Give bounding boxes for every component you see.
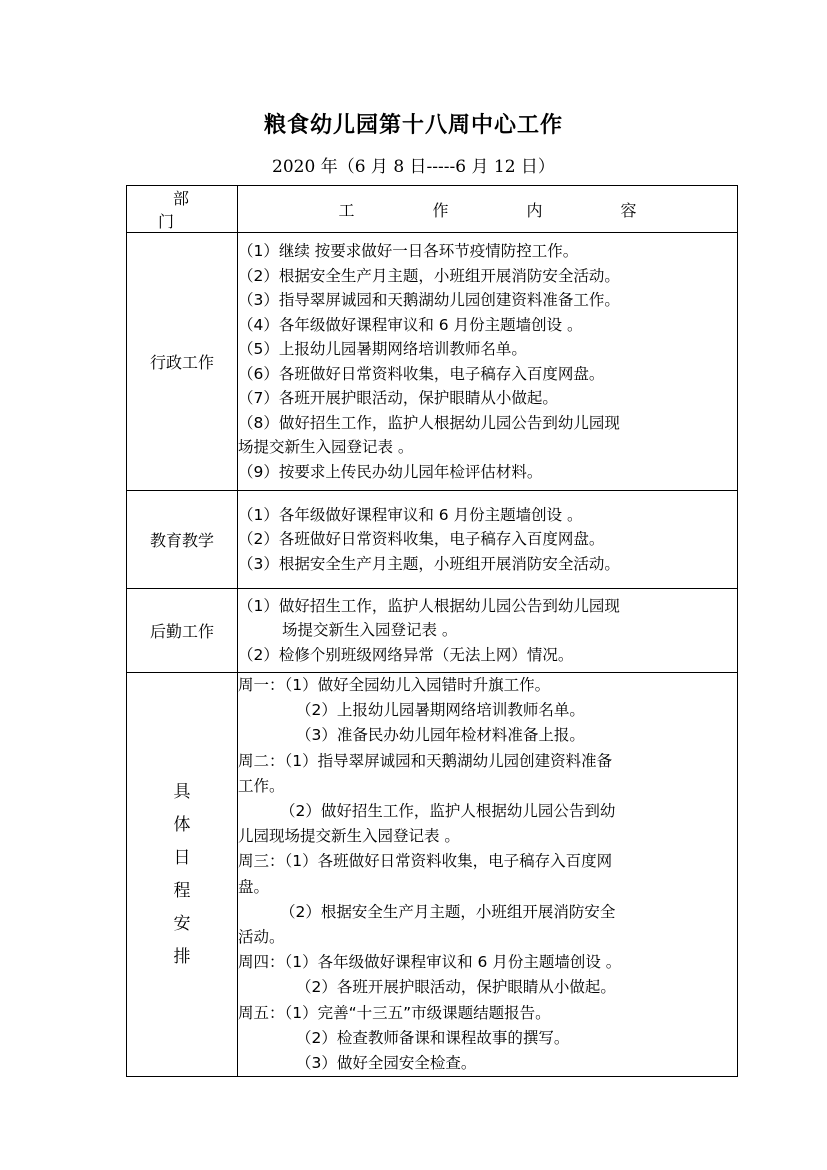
schedule-line: 周一：（1）做好全园幼儿入园错时升旗工作。 bbox=[238, 676, 551, 694]
content-schedule bbox=[238, 673, 738, 1077]
content-logistics bbox=[238, 589, 738, 673]
schedule-line: 盘。 bbox=[238, 877, 270, 896]
schedule-line: 周四：（1）各年级做好课程审议和 6 月份主题墙创设 。 bbox=[238, 953, 622, 972]
list-item-continuation: 场提交新生入园登记表 。 bbox=[238, 438, 414, 456]
schedule-line: 儿园现场提交新生入园登记表 。 bbox=[238, 827, 460, 846]
table-header-row bbox=[127, 186, 738, 233]
schedule-line: （3）准备民办幼儿园年检材料准备上报。 bbox=[296, 726, 585, 745]
dept-char: 日 bbox=[173, 847, 191, 868]
list-item: （4）各年级做好课程审议和 6 月份主题墙创设 。 bbox=[238, 315, 583, 334]
header-dept bbox=[127, 186, 238, 233]
schedule-line: 活动。 bbox=[238, 928, 285, 947]
list-item: （5）上报幼儿园暑期网络培训教师名单。 bbox=[238, 340, 527, 358]
list-item: （3）根据安全生产月主题，小班组开展消防安全活动。 bbox=[238, 554, 620, 573]
schedule-line: 周三：（1）各班做好日常资料收集，电子稿存入百度网 bbox=[238, 852, 613, 871]
schedule-line: （2）检查教师备课和课程故事的撰写。 bbox=[296, 1028, 570, 1047]
list-item: （8）做好招生工作，监护人根据幼儿园公告到幼儿园现 bbox=[238, 413, 620, 432]
header-content-label: 工作内容 bbox=[338, 200, 715, 220]
list-item: （1）做好招生工作，监护人根据幼儿园公告到幼儿园现 bbox=[238, 596, 620, 615]
schedule-line: 工作。 bbox=[238, 776, 285, 795]
list-item: （7）各班开展护眼活动，保护眼睛从小做起。 bbox=[238, 389, 558, 407]
content-teaching bbox=[238, 491, 738, 589]
header-dept-label: 部门 bbox=[157, 189, 221, 231]
date-range: 2020 年（6 月 8 日-----6 月 12 日） bbox=[272, 157, 555, 177]
table-row-teaching bbox=[127, 491, 738, 589]
page-title: 粮食幼儿园第十八周中心工作 bbox=[263, 113, 563, 138]
schedule-line: 周二：（1）指导翠屏诚园和天鹅湖幼儿园创建资料准备 bbox=[238, 751, 613, 770]
list-item: （1）继续 按要求做好一日各环节疫情防控工作。 bbox=[238, 242, 579, 260]
dept-admin: 行政工作 bbox=[127, 233, 238, 491]
schedule-line: （2）上报幼儿园暑期网络培训教师名单。 bbox=[296, 701, 585, 720]
header-content bbox=[238, 186, 738, 233]
dept-char: 具 bbox=[173, 781, 191, 802]
dept-char: 安 bbox=[173, 913, 191, 934]
list-item: （2）各班做好日常资料收集，电子稿存入百度网盘。 bbox=[238, 530, 605, 549]
list-item: （2）检修个别班级网络异常（无法上网）情况。 bbox=[238, 645, 574, 664]
list-item: （6）各班做好日常资料收集，电子稿存入百度网盘。 bbox=[238, 364, 605, 383]
table-row-schedule bbox=[127, 673, 738, 1077]
list-item: （3）指导翠屏诚园和天鹅湖幼儿园创建资料准备工作。 bbox=[238, 291, 620, 309]
dept-char: 程 bbox=[173, 880, 191, 901]
list-item: （2）根据安全生产月主题，小班组开展消防安全活动。 bbox=[238, 266, 620, 285]
list-item: （9）按要求上传民办幼儿园年检评估材料。 bbox=[238, 462, 543, 481]
dept-schedule bbox=[127, 673, 238, 1077]
schedule-line: （2）做好招生工作，监护人根据幼儿园公告到幼 bbox=[280, 802, 616, 821]
table-row-logistics bbox=[127, 589, 738, 673]
list-item: （1）各年级做好课程审议和 6 月份主题墙创设 。 bbox=[238, 505, 583, 524]
schedule-line: 周五：（1）完善“十三五”市级课题结题报告。 bbox=[238, 1003, 551, 1022]
work-table bbox=[126, 185, 738, 1077]
dept-teaching: 教育教学 bbox=[127, 491, 238, 589]
list-item-continuation: 场提交新生入园登记表 。 bbox=[282, 621, 458, 640]
dept-char: 体 bbox=[173, 814, 191, 835]
schedule-line: （2）各班开展护眼活动，保护眼睛从小做起。 bbox=[296, 978, 616, 997]
table-row-admin bbox=[127, 233, 738, 491]
schedule-line: （2）根据安全生产月主题，小班组开展消防安全 bbox=[280, 902, 616, 921]
dept-logistics: 后勤工作 bbox=[127, 589, 238, 673]
content-admin bbox=[238, 233, 738, 491]
schedule-line: （3）做好全园安全检查。 bbox=[296, 1054, 477, 1073]
dept-char: 排 bbox=[173, 946, 191, 967]
